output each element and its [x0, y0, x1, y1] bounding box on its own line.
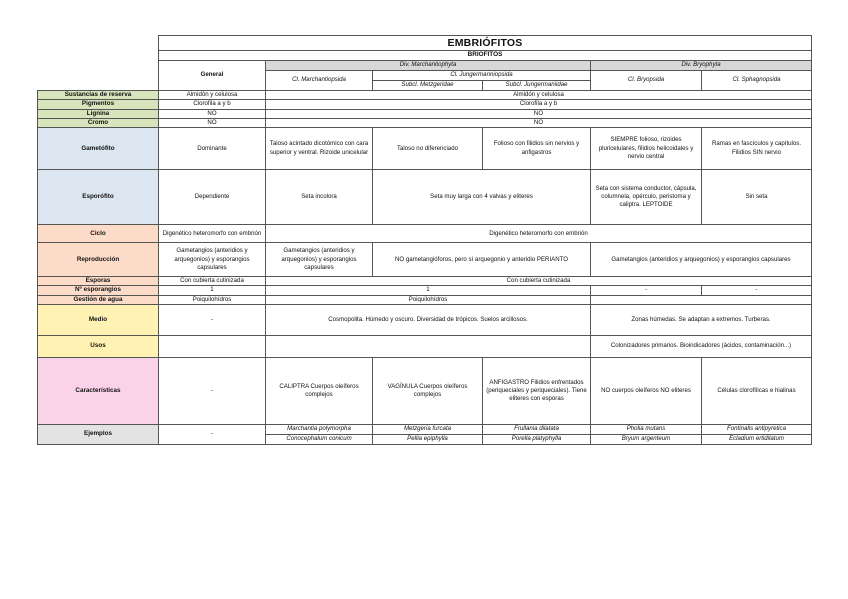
- row-label-esporas: Esporas: [38, 277, 159, 286]
- header-cl-bryopsida: Cl. Bryopsida: [591, 71, 702, 91]
- cell-example: Pholia mutans: [591, 425, 702, 435]
- cell-bryopsida: -: [591, 286, 702, 295]
- cell-marchantiophyta: Cosmopolita. Húmedo y oscuro. Diversidad de trópicos. Suelos arcillosos.: [266, 305, 591, 336]
- cell-metzgeriidae: Taloso no diferenciado: [373, 128, 483, 170]
- cell-bryophyta: Zonas húmedas. Se adaptan a extremos. Turberas.: [591, 305, 812, 336]
- cell-bryophyta: [591, 295, 812, 304]
- cell-jungermaniidae: ANFIGASTRO Filidios enfrentados (periqueciales y periqueciales). Tiene eliteres con esporas: [483, 358, 591, 425]
- cell-jungermanniopsida: Seta muy larga con 4 valvas y eliteres: [373, 170, 591, 225]
- cell-sphagnopsida: Células clorofílicas e hialinas: [702, 358, 812, 425]
- row-label-ciclo: Ciclo: [38, 225, 159, 243]
- row-label-reproduccion: Reproducción: [38, 243, 159, 277]
- header-general: General: [159, 61, 266, 91]
- cell-bryopsida: NO cuerpos oleíferos NO eliteres: [591, 358, 702, 425]
- cell-marchantiophyta: 1: [266, 286, 591, 295]
- row-label-caracteristicas: Características: [38, 358, 159, 425]
- cell-example: Porella platyphylla: [483, 435, 591, 445]
- cell-all: Clorofila a y b: [266, 100, 812, 109]
- header-div-bryophyta: Div. Bryophyta: [591, 61, 812, 71]
- cell-marchantiopsida: Seta incolora: [266, 170, 373, 225]
- row-label-n-esporangios: Nº esporangios: [38, 286, 159, 295]
- cell-example: Marchantia polymorpha: [266, 425, 373, 435]
- cell-general: Almidón y celulosa: [159, 91, 266, 100]
- cell-marchantiophyta: Poiquilohídros: [266, 295, 591, 304]
- cell-general: -: [159, 358, 266, 425]
- embriofitos-table: [37, 35, 812, 445]
- row-label-medio: Medio: [38, 305, 159, 336]
- cell-example: Fontinalis antipyretica: [702, 425, 812, 435]
- cell-metzgeriidae: VAGÍNULA Cuerpos oleíferos complejos: [373, 358, 483, 425]
- cell-general: Digenético heteromorfo con embrión: [159, 225, 266, 243]
- row-label-reserva: Sustancias de reserva: [38, 91, 159, 100]
- header-cl-marchantiopsida: Cl. Marchantiopsida: [266, 71, 373, 91]
- cell-all: Digenético heteromorfo con embrión: [266, 225, 812, 243]
- header-cl-sphagnopsida: Cl. Sphagnopsida: [702, 71, 812, 91]
- cell-marchantiopsida: Taloso acintado dicotómico con cara superior y ventral. Rizoide unicelular: [266, 128, 373, 170]
- spreadsheet: [37, 35, 812, 445]
- cell-example: Ecladium ertidilatum: [702, 435, 812, 445]
- row-label-pigmentos: Pigmentos: [38, 100, 159, 109]
- table-subtitle: BRIÓFITOS: [159, 51, 812, 61]
- cell-general: Clorofila a y b: [159, 100, 266, 109]
- cell-all: Almidón y celulosa: [266, 91, 812, 100]
- cell-marchantiopsida: Gametangios (anteridios y arquegonios) y esporangios capsulares: [266, 243, 373, 277]
- cell-all: Con cubierta cutinizada: [266, 277, 812, 286]
- cell-all: NO: [266, 118, 812, 127]
- cell-jungermaniidae: Folioso con filidios sin nervios y anfigastros: [483, 128, 591, 170]
- row-label-ejemplos: Ejemplos: [38, 425, 159, 445]
- cell-example: Conocephalum conicum: [266, 435, 373, 445]
- cell-bryopsida: Seta con sistema conductor, cápsula, columnela, opérculo, peristoma y caliptra. LEPTOIDE: [591, 170, 702, 225]
- cell-general: -: [159, 425, 266, 445]
- cell-sphagnopsida: Sin seta: [702, 170, 812, 225]
- row-label-cromo: Cromo: [38, 118, 159, 127]
- cell-general: [159, 336, 266, 358]
- cell-example: Metzgeria furcata: [373, 425, 483, 435]
- cell-general: -: [159, 305, 266, 336]
- cell-marchantiophyta: [266, 336, 591, 358]
- cell-marchantiopsida: CALIPTRA Cuerpos oleíferos complejos: [266, 358, 373, 425]
- cell-general: NO: [159, 109, 266, 118]
- cell-example: Bryum argenteum: [591, 435, 702, 445]
- header-cl-jungermanniopsida: Cl. Jungermanniopsida: [373, 71, 591, 81]
- row-label-usos: Usos: [38, 336, 159, 358]
- cell-jungermanniopsida: NO gametangióforos, pero sí arquegonio y anteridio PERIANTO: [373, 243, 591, 277]
- row-label-gametofito: Gametófito: [38, 128, 159, 170]
- cell-bryopsida: SIEMPRE folioso, rizoides pluricelulares, filidios helicoidales y nervio central: [591, 128, 702, 170]
- cell-general: Poiquilohídros: [159, 295, 266, 304]
- header-subcl-jungermaniidae: Subcl. Jungermaniidae: [483, 81, 591, 91]
- cell-bryophyta: Colonizadores primarios. Bioindicadores (ácidos, contaminación...): [591, 336, 812, 358]
- table-title: EMBRIÓFITOS: [159, 36, 812, 51]
- header-subcl-metzgeriidae: Subcl. Metzgeridae: [373, 81, 483, 91]
- cell-example: Pellia epiphylla: [373, 435, 483, 445]
- cell-general: NO: [159, 118, 266, 127]
- header-div-marchantiophyta: Div. Marchantiophyta: [266, 61, 591, 71]
- cell-bryophyta: Gametangios (anteridios y arquegonios) y esporangios capsulares: [591, 243, 812, 277]
- cell-sphagnopsida: -: [702, 286, 812, 295]
- cell-general: Dominante: [159, 128, 266, 170]
- cell-general: 1: [159, 286, 266, 295]
- row-label-lignina: Lignina: [38, 109, 159, 118]
- row-label-agua: Gestión de agua: [38, 295, 159, 304]
- row-label-esporofito: Esporófito: [38, 170, 159, 225]
- cell-general: Gametangios (anteridios y arquegonios) y esporangios capsulares: [159, 243, 266, 277]
- cell-general: Dependiente: [159, 170, 266, 225]
- cell-general: Con cubierta cutinizada: [159, 277, 266, 286]
- cell-all: NO: [266, 109, 812, 118]
- cell-sphagnopsida: Ramas en fascículos y capítulos. Filidios SIN nervio: [702, 128, 812, 170]
- cell-example: Frullania dilatata: [483, 425, 591, 435]
